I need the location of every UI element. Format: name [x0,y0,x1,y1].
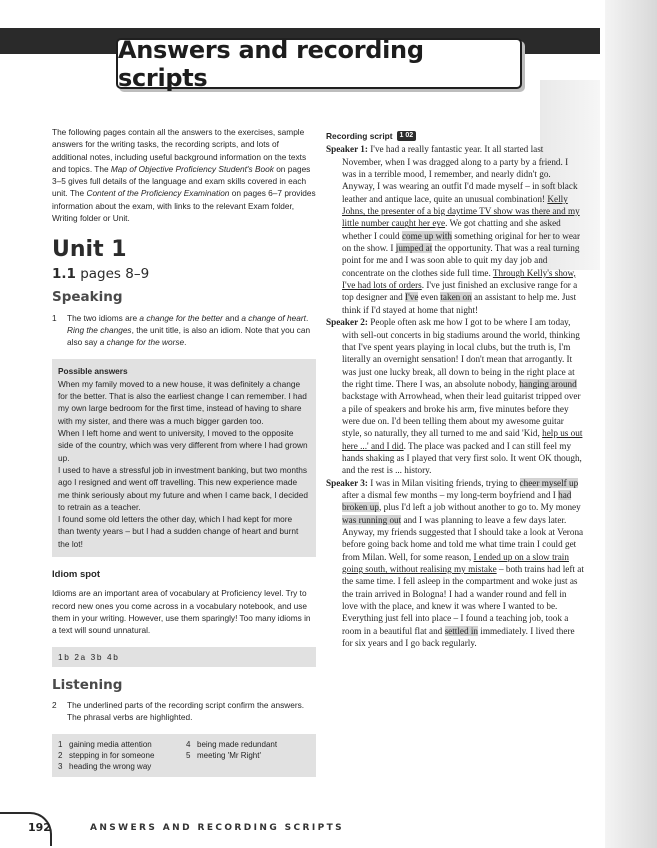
idiom: a change of heart [241,312,306,323]
item-number: 1 [58,739,63,749]
question-text: The underlined parts of the recording script confirm the answers. The phrasal verbs are highlighted. [67,700,305,723]
intro-text: on pages 3–5 gives full details of the language and exam skills covered in each unit. The [52,163,311,199]
item-number: 3 [58,761,63,771]
item-text: meeting 'Mr Right' [197,750,261,760]
section-number: 1.1 [52,266,76,283]
script-text: . I've just finished an exclusive range for a top designer and [342,280,578,303]
possible-answers-box [52,359,316,557]
list-item [58,750,182,761]
text: , the unit title, is also an idiom. Note that you can also say [67,324,311,348]
question-number: 1 [52,312,57,323]
listening-heading: Listening [52,676,123,693]
speaking-heading: Speaking [52,289,123,306]
idiom-spot-text: Idioms are an important area of vocabulary at Proficiency level. Try to record new ones you come across in a vocabulary notebook, and use them in your writing. However, use them sparingly! Too many idioms in a text will sound unnatural. [52,588,311,636]
idiom-answers: 1b 2a 3b 4b [52,647,316,667]
highlighted-phrasal-verb: was running out [342,514,402,525]
highlighted-phrasal-verb: come up with [401,230,452,241]
script-text: I've had a really fantastic year. It all started last November, when I was dragged along to a party by a friend. I was in a terrible mood, I remember, and nearly didn't go. Anyway, I was wearing an outfit I'd made myself – in soft black leather and antique lace, quite an unusual combination! [342,144,578,204]
item-number: 5 [186,750,191,760]
script-text: , plus I'd left a job without another to go to. My money [379,502,581,513]
script-text: I was in Milan visiting friends, trying to [367,477,520,488]
script-text: People often ask me how I got to be where I am today, with sell-out concerts in big stadiums around the world, thinking that I've spent years playing in local clubs, but the truth is, I'm literally an overnight sensation! I don't mean that arrogantly. It was just one lucky break, all down to being in the right place at the right time. There I was, an absolute nobody, [342,317,580,389]
page-edge-shadow [605,0,657,848]
idiom: a change for the worse [99,337,185,348]
underlined-answer: help us out here ...' and I did [342,428,583,451]
item-number: 2 [58,750,63,760]
question-number: 2 [52,700,57,711]
text: . [305,312,309,323]
item-text: gaining media attention [69,739,152,749]
script-text: something original for her to wear on the show. I [342,230,581,254]
speaker-1-paragraph [326,143,584,316]
answer-line: When my family moved to a new house, it was definitely a change for the better. That is also the earliest change I can remember. I had my own large bedroom for the first time, instead of having to share with my sister, and there was a much bigger garden too. [58,378,307,426]
footer-label: ANSWERS AND RECORDING SCRIPTS [90,823,345,833]
left-column [52,126,316,777]
section-heading [52,265,316,283]
list-item [186,761,310,772]
highlighted-phrasal-verb: hanging around [519,378,577,389]
answer-line: I used to have a stressful job in investment banking, but two months ago I resigned and went off travelling. This new experience made me think seriously about my future and when I came back, I decided to retrain as a teacher. [58,464,308,512]
script-text: immediately. I lived there for six years and I go back regularly. [342,625,575,649]
script-text: – both trains had left at the same time. I fell asleep in the compartment and woke just as the train arrived in Bologna! I had a wander round and fell in love with the place, and knew it was where I wanted to be. Everything just fell into place – I found a teaching job, took a room in a beautiful flat and [342,564,584,636]
text: and [222,312,242,323]
script-text: backstage with Arrowhead, when their lead guitarist tripped over a pile of speakers and broke his arm, five minutes before they were due on. I'd been telling them about my awesome guitar style, so naturally, they all turned to me and said 'Kid, [342,391,581,439]
highlighted-phrasal-verb: jumped at [395,243,433,254]
question-text [67,312,316,349]
speaker-label: Speaker 3: [326,477,368,488]
intro-book-title: Map of Objective Proficiency Student's Book [110,163,274,174]
recording-script-heading [326,130,584,142]
script-text: an assistant to help me. Just think if I'd stayed at home that night! [342,292,577,315]
title-box [116,35,522,92]
text: . [184,337,187,348]
text: The two idioms are [67,312,140,323]
listening-answers-box [52,734,316,777]
script-text: and I was planning to leave a few days later. Anyway, my friends suggested that I should take a look at Verona before going back home and told me what time train I could get from Milan. Well, for some reason, [342,514,584,562]
intro-book-title: Content of the Proficiency Examination [86,188,230,199]
list-item [186,739,310,750]
answer-line: I found some old letters the other day, which I had kept for more than twenty years – but I had a sudden change of heart and burnt the lot! [58,514,299,549]
highlighted-phrasal-verb: had broken up [342,489,572,513]
underlined-answer: Through Kelly's show, I've had lots of orders [342,267,576,291]
highlighted-phrasal-verb: I've [405,292,419,303]
intro-text: on pages 6–7 provides information about the exam, with links to the relevant Exam folder, Writing folder or Unit. [52,188,316,224]
script-text: even [418,292,441,303]
speaker-3-paragraph [326,477,584,650]
box-title: Possible answers [58,365,128,376]
idiom: Ring the changes [67,324,132,335]
highlighted-phrasal-verb: taken on [440,292,472,303]
page-title: Answers and recording scripts [118,35,424,92]
item-text: stepping in for someone [69,750,155,760]
unit-heading: Unit 1 [52,237,127,263]
list-item [58,739,182,750]
script-text: the opportunity. That was a real turning point for me and I was soon able to quit my day job and concentrate on the clothes side full time. [342,243,580,278]
speaker-label: Speaker 2: [326,317,368,328]
highlighted-phrasal-verb: cheer myself up [519,477,579,488]
speaking-question [52,312,316,349]
answer-line: When I left home and went to university, I moved to the opposite side of the country, which was very different from where I had grown up. [58,428,308,463]
idiom-spot-heading: Idiom spot [52,569,101,581]
intro-paragraph [52,126,316,224]
idiom: a change for the better [139,312,223,323]
underlined-answer: Kelly Johns, the presenter of a big daytime TV show was there and my little number caught her eye [342,193,580,229]
script-heading-text: Recording script [326,131,393,141]
section-pages: pages 8–9 [80,266,150,283]
item-number [186,761,192,772]
highlighted-phrasal-verb: settled in [444,625,478,636]
intro-text: The following pages contain all the answers to the exercises, sample answers for the writing tasks, the recording scripts, and lots of additional notes, including useful background information on the texts and topics. The [52,127,307,174]
script-text: . We got chatting and she asked whether I could [342,218,561,241]
listening-question [52,699,316,724]
speaker-2-paragraph [326,316,584,476]
item-number: 4 [186,739,191,749]
script-text: after a dismal few months – my long-term boyfriend and I [342,489,559,500]
underlined-answer: I ended up on a slow train going south, without realising my mistake [342,551,569,575]
speaker-label: Speaker 1: [326,144,368,155]
right-column [326,130,584,649]
script-text: . The place was packed and I can still feel my hands shaking as I played that very first solo. It went OK though, and the rest is ... history. [342,440,582,476]
item-text: being made redundant [197,739,278,749]
item-text: heading the wrong way [69,761,152,771]
list-item [186,750,310,761]
page-number: 192 [28,821,51,834]
audio-track-badge: 1 02 [397,131,417,141]
list-item [58,761,182,772]
